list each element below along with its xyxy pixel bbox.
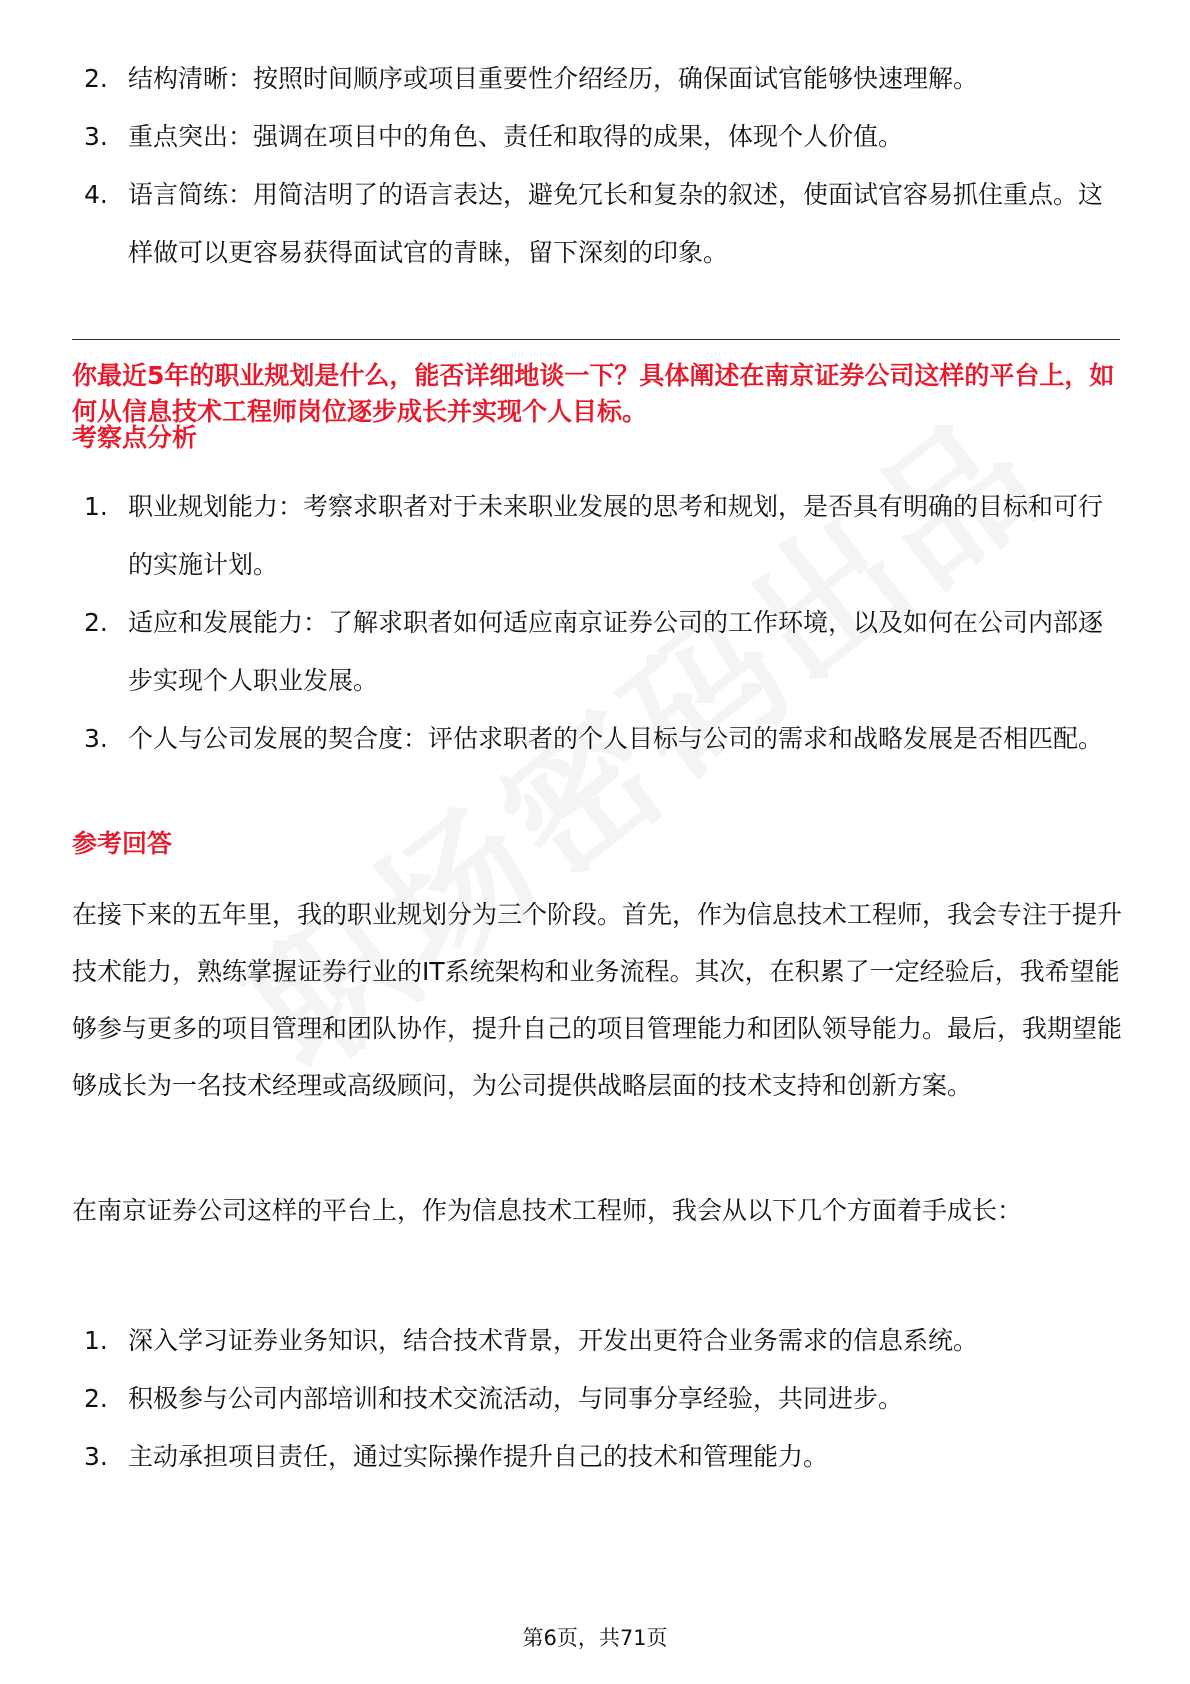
list-item-number: 4. [84,180,108,209]
answer-paragraph: 在南京证券公司这样的平台上，作为信息技术工程师，我会从以下几个方面着手成长： [72,1196,1023,1225]
answer-list [72,1312,1112,1486]
analysis-heading: 考察点分析 [72,423,198,452]
list-item [72,710,1112,768]
list-item [72,1312,1112,1370]
list-item-number: 2. [84,608,108,637]
analysis-list [72,478,1112,768]
list-item [72,1370,1112,1428]
list-item-number: 2. [84,64,108,93]
list-item-number: 1. [84,492,108,521]
list-item-text: 语言简练：用简洁明了的语言表达，避免冗长和复杂的叙述，使面试官容易抓住重点。这样做可以更容易获得面试官的青睐，留下深刻的印象。 [128,180,1104,267]
list-item-text: 职业规划能力：考察求职者对于未来职业发展的思考和规划，是否具有明确的目标和可行的实施计划。 [128,492,1104,579]
list-item-number: 3. [84,724,108,753]
list-item [72,478,1112,594]
list-item-text: 主动承担项目责任，通过实际操作提升自己的技术和管理能力。 [128,1442,829,1471]
page-number: 第6页，共71页 [522,1626,668,1650]
list-item [72,166,1112,282]
list-item-number: 1. [84,1326,108,1355]
list-item-text: 个人与公司发展的契合度：评估求职者的个人目标与公司的需求和战略发展是否相匹配。 [128,724,1104,753]
answer-paragraph: 在接下来的五年里，我的职业规划分为三个阶段。首先，作为信息技术工程师，我会专注于提升技术能力，熟练掌握证券行业的IT系统架构和业务流程。其次，在积累了一定经验后，我希望能够参与更多的项目管理和团队协作，提升自己的项目管理能力和团队领导能力。最后，我期望能够成长为一名技术经理或高级顾问，为公司提供战略层面的技术支持和创新方案。 [72,900,1123,1100]
list-item-number: 3. [84,122,108,151]
list-item-number: 2. [84,1384,108,1413]
answer-heading: 参考回答 [72,829,173,858]
list-item-text: 积极参与公司内部培训和技术交流活动，与同事分享经验，共同进步。 [128,1384,904,1413]
list-item [72,594,1112,710]
list-item-text: 适应和发展能力：了解求职者如何适应南京证券公司的工作环境，以及如何在公司内部逐步实现个人职业发展。 [128,608,1104,695]
list-item-text: 重点突出：强调在项目中的角色、责任和取得的成果，体现个人价值。 [128,122,904,151]
list-item-text: 结构清晰：按照时间顺序或项目重要性介绍经历，确保面试官能够快速理解。 [128,64,979,93]
section-divider [72,339,1120,340]
list-item-text: 深入学习证券业务知识，结合技术背景，开发出更符合业务需求的信息系统。 [128,1326,979,1355]
interview-question: 你最近5年的职业规划是什么，能否详细地谈一下？具体阐述在南京证券公司这样的平台上，如何从信息技术工程师岗位逐步成长并实现个人目标。 [72,361,1115,426]
list-item-number: 3. [84,1442,108,1471]
top-criteria-list [72,50,1112,282]
list-item [72,108,1112,166]
list-item [72,1428,1112,1486]
list-item [72,50,1112,108]
